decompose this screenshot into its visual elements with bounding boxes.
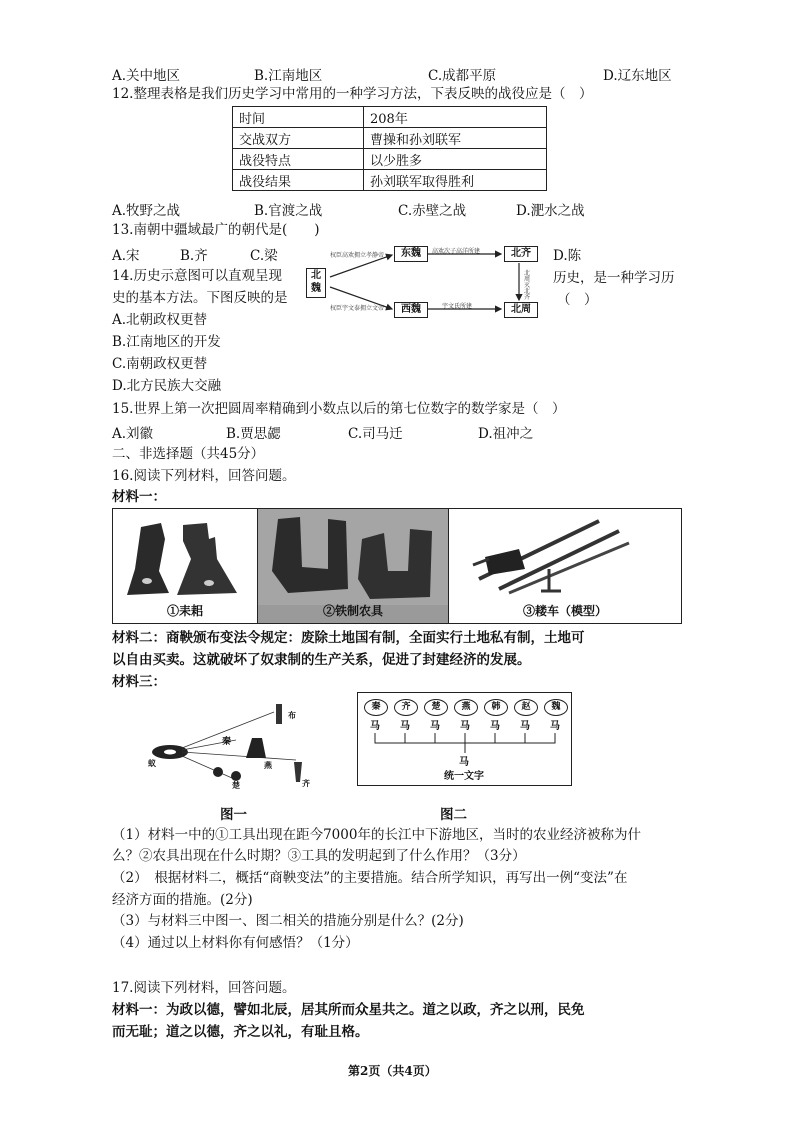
table-cell: 战役结果: [233, 170, 364, 191]
east-wei-box: 东魏: [394, 246, 428, 262]
material1-photos: [112, 508, 682, 624]
caption-1: ①耒耜: [166, 604, 203, 618]
q15-option-a: A.刘徽: [112, 426, 154, 442]
q11-option-c: C.成都平原: [428, 68, 497, 84]
unified-char: 马: [459, 757, 469, 768]
q16-stem: 16.阅读下列材料，回答问题。: [112, 468, 296, 484]
label-qi: 齐: [302, 778, 310, 788]
table-row: [233, 107, 547, 128]
seed-drill-photo: [449, 509, 681, 623]
caption-3: ③耧车（模型）: [522, 604, 607, 618]
q14-option-b: B.江南地区的开发: [112, 334, 221, 350]
table-cell: 交战双方: [233, 128, 364, 149]
state-char: 马: [520, 721, 530, 732]
note-mid-bottom: 宇文氏所建: [442, 303, 473, 310]
q16-material3-label: 材料三：: [112, 674, 166, 690]
q15-option-b: B.贾思勰: [226, 426, 281, 442]
q13-option-b: B.齐: [180, 248, 208, 264]
state-seal: 燕: [454, 699, 478, 716]
q17-material1-line2: 而无耻；道之以德，齐之以礼，有耻且格。: [112, 1024, 369, 1040]
table-cell: 以少胜多: [364, 149, 547, 170]
leisi-photo: [113, 509, 258, 623]
q16-material2-line2: 以自由买卖。这就破坏了奴隶制的生产关系，促进了封建经济的发展。: [112, 652, 531, 668]
figure-2: [357, 692, 572, 786]
q17-stem: 17.阅读下列材料，回答问题。: [112, 980, 296, 996]
state-seal: 魏: [544, 699, 568, 716]
q14-line2: 史的基本方法。下图反映的是: [112, 290, 288, 306]
table-row: [233, 128, 547, 149]
figure-1: [146, 698, 326, 796]
iron-tools-image: [258, 509, 448, 605]
q16-sub4: （4）通过以上材料你有何感悟？（1分）: [112, 935, 359, 951]
label-chu: 楚: [232, 780, 240, 790]
q14-line1-right: 历史，是一种学习历: [553, 270, 675, 286]
q13-option-a: A.宋: [112, 248, 140, 264]
note-top: 权臣高欢拥立孝静帝: [330, 252, 385, 259]
state-seal: 秦: [364, 699, 388, 716]
table-row: [233, 170, 547, 191]
caption-2: ②铁制农具: [322, 604, 383, 618]
q15-stem: 15.世界上第一次把圆周率精确到小数点以后的第七位数字的数学家是（ ）: [112, 401, 566, 417]
unified-caption: 统一文字: [444, 771, 484, 782]
table-cell: 208年: [364, 107, 547, 128]
state-seal: 楚: [424, 699, 448, 716]
table-cell: 战役特点: [233, 149, 364, 170]
state-char: 马: [460, 721, 470, 732]
q11-option-b: B.江南地区: [254, 68, 323, 84]
q13-option-d: D.陈: [553, 248, 582, 264]
table-cell: 孙刘联军取得胜利: [364, 170, 547, 191]
north-wei-box: 北魏: [306, 268, 326, 298]
q14-line1: 14.历史示意图可以直观呈现: [112, 268, 282, 284]
table-cell: 时间: [233, 107, 364, 128]
q13-option-c: C.梁: [250, 248, 278, 264]
table-row: [233, 149, 547, 170]
state-seal: 齐: [394, 699, 418, 716]
label-yan: 燕: [264, 760, 272, 770]
section-title: 二、非选择题（共45分）: [112, 446, 265, 462]
iron-tools-photo: [258, 509, 449, 623]
state-char: 马: [490, 721, 500, 732]
q11-option-a: A.关中地区: [112, 68, 181, 84]
seed-drill-image: [449, 509, 681, 605]
q11-option-d: D.辽东地区: [603, 68, 672, 84]
label-yi: 蚁: [148, 758, 156, 768]
figure-1-label: 图一: [220, 807, 247, 823]
state-char: 马: [370, 721, 380, 732]
q12-option-c: C.赤壁之战: [398, 203, 467, 219]
q14-option-d: D.北方民族大交融: [112, 378, 222, 394]
state-char: 马: [430, 721, 440, 732]
leisi-image: [113, 509, 257, 605]
q12-option-a: A.牧野之战: [112, 203, 181, 219]
q14-option-a: A.北朝政权更替: [112, 312, 208, 328]
figure-2-label: 图二: [440, 807, 467, 823]
state-char: 马: [550, 721, 560, 732]
q15-option-c: C.司马迁: [348, 426, 403, 442]
q16-material1-label: 材料一：: [112, 489, 166, 505]
label-bu: 布: [288, 710, 296, 720]
q16-sub3: （3）与材料三中图一、图二相关的措施分别是什么？(2分): [112, 913, 464, 929]
note-right: 北周灭北齐: [524, 270, 531, 301]
q16-sub2-line2: 经济方面的措施。(2分): [112, 892, 253, 908]
q12-option-d: D.淝水之战: [516, 203, 585, 219]
page-footer: 第2页（共4页）: [348, 1064, 437, 1078]
q12-table: [232, 106, 547, 191]
state-char: 马: [400, 721, 410, 732]
note-mid-top: 高欢次子高洋所建: [432, 248, 481, 255]
note-bottom: 权臣宇文泰拥立文帝: [330, 305, 385, 312]
regime-diagram: [306, 243, 542, 319]
q17-material1-line1: 材料一：为政以德，譬如北辰，居其所而众星共之。道之以政，齐之以刑，民免: [112, 1002, 585, 1018]
q16-sub1-line1: （1）材料一中的①工具出现在距今7000年的长江中下游地区，当时的农业经济被称为什: [112, 827, 641, 843]
table-cell: 曹操和孙刘联军: [364, 128, 547, 149]
west-wei-box: 西魏: [394, 302, 428, 318]
state-seal: 韩: [484, 699, 508, 716]
north-qi-box: 北齐: [504, 246, 538, 262]
q12-option-b: B.官渡之战: [254, 203, 323, 219]
q16-sub1-line2: 么？②农具出现在什么时期？③工具的发明起到了什么作用？（3分）: [112, 848, 526, 864]
q12-stem: 12.整理表格是我们历史学习中常用的一种学习方法，下表反映的战役应是（ ）: [112, 86, 593, 102]
q14-option-c: C.南朝政权更替: [112, 356, 208, 372]
q16-sub2-line1: （2） 根据材料二，概括“商鞅变法”的主要措施。结合所学知识，再写出一例“变法”在: [112, 870, 628, 886]
north-zhou-box: 北周: [504, 302, 538, 318]
q14-bracket: （ ）: [557, 292, 598, 308]
q15-option-d: D.祖冲之: [478, 426, 534, 442]
q16-material2-line1: 材料二：商鞅颁布变法令规定：废除土地国有制，全面实行土地私有制，土地可: [112, 630, 585, 646]
state-seal: 赵: [514, 699, 538, 716]
label-qin: 秦: [222, 737, 232, 747]
q13-stem: 13.南朝中疆域最广的朝代是( ): [112, 222, 320, 238]
